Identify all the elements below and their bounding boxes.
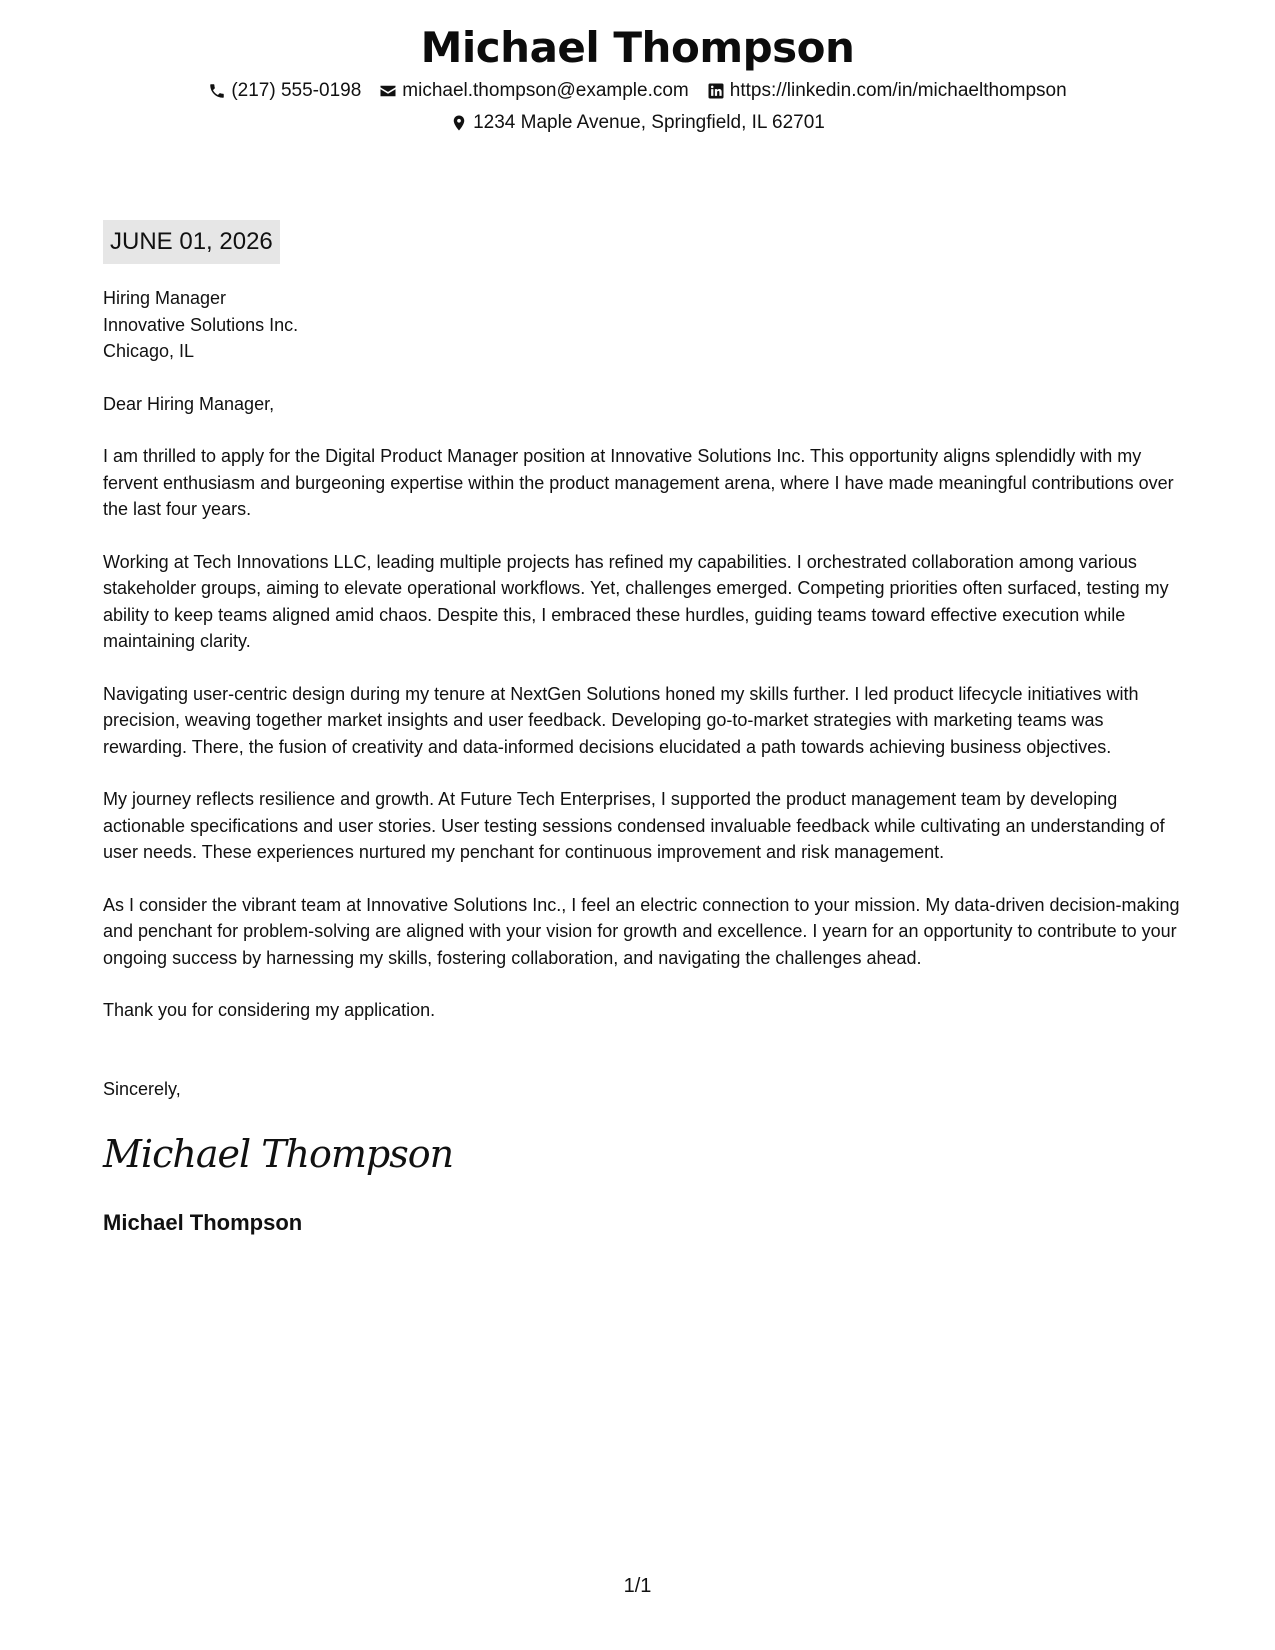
phone-text: (217) 555-0198: [231, 80, 362, 101]
contact-phone: [208, 78, 361, 104]
address-text: 1234 Maple Avenue, Springfield, IL 62701: [473, 112, 825, 133]
signature-image: [103, 1124, 1183, 1184]
envelope-icon: [379, 82, 397, 100]
closing: Sincerely,: [103, 1078, 181, 1099]
phone-icon: [208, 82, 226, 100]
applicant-name: Michael Thompson: [420, 23, 855, 72]
recipient-title: Hiring Manager: [103, 288, 227, 308]
contact-linkedin[interactable]: [707, 78, 1067, 104]
signature-script: Michael Thompson: [103, 1131, 454, 1176]
paragraph: Working at Tech Innovations LLC, leading multiple projects has refined my capabilities. I orchestrated collaboration among various stakeholder groups, aiming to elevate operational workflows. Yet, challenges emerged. Competing priorities often surfaced, testing my ability to keep teams aligned amid chaos. Despite this, I embraced these hurdles, guiding teams toward effective execution while maintaining clarity.: [103, 551, 1169, 651]
paragraph: I am thrilled to apply for the Digital Product Manager position at Innovative Solutions Inc. This opportunity aligns splendidly with my fervent enthusiasm and burgeoning expertise within the product management arena, where I have made meaningful contributions over the last four years.: [103, 446, 1174, 519]
linkedin-text: https://linkedin.com/in/michaelthompson: [729, 80, 1067, 101]
contact-row: [0, 78, 1275, 104]
signature-name: Michael Thompson: [103, 1210, 303, 1235]
recipient-company: Innovative Solutions Inc.: [103, 314, 299, 335]
contact-address: [450, 110, 825, 136]
map-pin-icon: [450, 114, 468, 132]
recipient-location: Chicago, IL: [103, 341, 195, 361]
paragraph: My journey reflects resilience and growth. At Future Tech Enterprises, I supported the product management team by developing actionable specifications and user stories. User testing sessions condensed invaluable feedback while cultivating an understanding of user needs. These experiences nurtured my penchant for continuous improvement and risk management.: [103, 789, 1165, 862]
paragraph: As I consider the vibrant team at Innovative Solutions Inc., I feel an electric connection to your mission. My data-driven decision-making and penchant for problem-solving are aligned with your vision for growth and excellence. I yearn for an opportunity to contribute to your ongoing success by harnessing my skills, fostering collaboration, and navigating the challenges ahead.: [103, 894, 1180, 968]
closing-thanks: Thank you for considering my application.: [103, 1000, 436, 1020]
paragraph: Navigating user-centric design during my tenure at NextGen Solutions honed my skills further. I led product lifecycle initiatives with precision, weaving together market insights and user feedback. Developing go-to-market strategies with marketing teams was rewarding. There, the fusion of creativity and data-informed decisions elucidated a path towards achieving business objectives.: [103, 683, 1139, 757]
letter-body: [103, 285, 1183, 1238]
contact-email[interactable]: [379, 78, 688, 104]
letter-date: JUNE 01, 2026: [103, 220, 280, 264]
letter-header: [0, 22, 1275, 136]
linkedin-icon: [707, 82, 725, 100]
email-text: michael.thompson@example.com: [402, 80, 689, 101]
address-row: [0, 110, 1275, 136]
page-number: 1/1: [623, 1575, 652, 1597]
recipient-block: [103, 285, 1183, 365]
salutation: Dear Hiring Manager,: [103, 393, 275, 414]
